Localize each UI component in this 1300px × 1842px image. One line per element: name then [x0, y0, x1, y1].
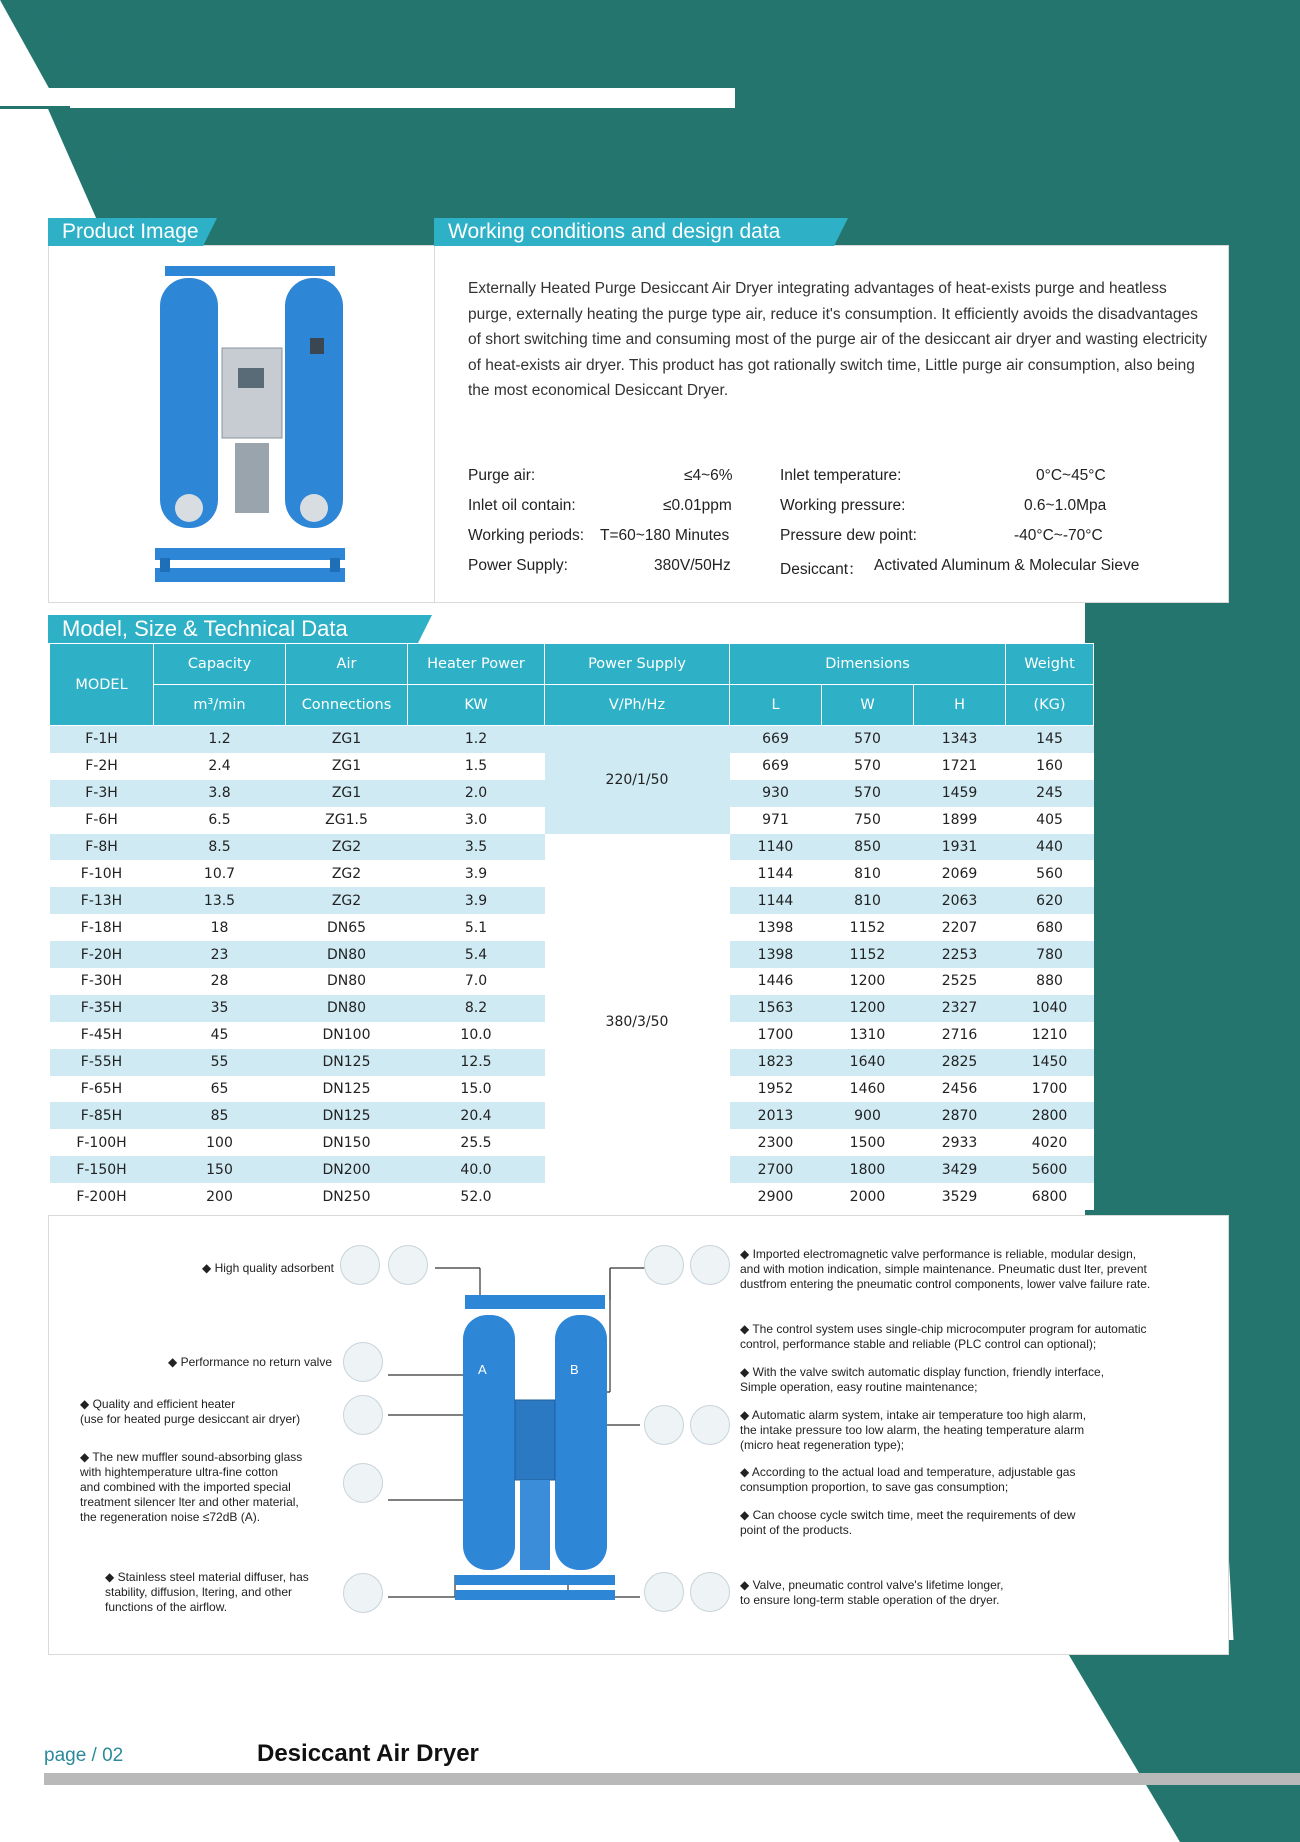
th-heater-unit: KW — [408, 685, 545, 726]
cell-weight: 405 — [1006, 807, 1094, 834]
cell-w: 1152 — [822, 914, 914, 941]
cell-power-supply-group-1: 220/1/50 — [545, 726, 730, 834]
cell-l: 1140 — [730, 834, 822, 861]
feature-right-valve: ◆ Imported electromagnetic valve performance is reliable, modular design, and with motion indication, simple maintenance. Pneumatic dust lter, prevent dustfrom entering the pneumatic control components, lower valve failure rate. — [740, 1247, 1151, 1291]
th-air: Air — [286, 644, 408, 685]
th-w: W — [822, 685, 914, 726]
cell-capacity: 1.2 — [154, 726, 286, 753]
feature-right-cycle: ◆ Can choose cycle switch time, meet the requirements of dew point of the products. — [740, 1508, 1076, 1537]
cell-l: 1952 — [730, 1076, 822, 1103]
cell-h: 3529 — [914, 1183, 1006, 1210]
cell-heater: 25.5 — [408, 1129, 545, 1156]
cell-capacity: 2.4 — [154, 753, 286, 780]
tech-data-title: Model, Size & Technical Data — [62, 616, 348, 641]
feature-left-adsorbent: ◆ High quality adsorbent — [202, 1261, 334, 1275]
th-power-unit: V/Ph/Hz — [545, 685, 730, 726]
diffuser-image — [343, 1573, 383, 1613]
cell-capacity: 55 — [154, 1049, 286, 1076]
cell-l: 1144 — [730, 860, 822, 887]
feature-right-lifetime: ◆ Valve, pneumatic control valve's lifetime longer, to ensure long-term stable operation of the dryer. — [740, 1578, 1004, 1607]
feature-left-return-valve: ◆ Performance no return valve — [168, 1355, 332, 1369]
footer-title: Desiccant Air Dryer — [257, 1740, 479, 1767]
cell-air: DN65 — [286, 914, 408, 941]
feature-left-diffuser: ◆ Stainless steel material diffuser, has stability, diffusion, ltering, and other functions of the airflow. — [105, 1570, 309, 1614]
solenoid-valve-image — [644, 1245, 684, 1285]
control-cabinet-image — [690, 1405, 730, 1445]
cell-w: 1152 — [822, 941, 914, 968]
cell-capacity: 85 — [154, 1102, 286, 1129]
cell-capacity: 28 — [154, 968, 286, 995]
cell-h: 2456 — [914, 1076, 1006, 1103]
th-h: H — [914, 685, 1006, 726]
cell-air: DN80 — [286, 995, 408, 1022]
cell-power-supply-group-2: 380/3/50 — [545, 834, 730, 1210]
cell-weight: 145 — [1006, 726, 1094, 753]
cell-w: 570 — [822, 726, 914, 753]
cell-heater: 5.1 — [408, 914, 545, 941]
cond-power-supply-label: Power Supply: — [468, 557, 568, 574]
cell-air: ZG1 — [286, 780, 408, 807]
cell-air: ZG1 — [286, 753, 408, 780]
pneumatic-valve-image — [644, 1572, 684, 1612]
working-description: Externally Heated Purge Desiccant Air Dryer integrating advantages of heat-exists purge and heatless purge, externally heating the purge type air, reduce it's consumption. It efficiently avoids the disadvantages of short switching time and consuming most of the purge air of the desiccant air dryer and wasting electricity of heat-exists air dryer. This product has got rationally switch time, Little purge air consumption, also being the most economical Desiccant Dryer. — [468, 280, 1208, 399]
cell-w: 810 — [822, 860, 914, 887]
cell-h: 2525 — [914, 968, 1006, 995]
th-power: Power Supply — [545, 644, 730, 685]
cell-air: DN125 — [286, 1049, 408, 1076]
th-heater: Heater Power — [408, 644, 545, 685]
cell-capacity: 13.5 — [154, 887, 286, 914]
cond-power-supply-value: 380V/50Hz — [654, 557, 731, 574]
cell-weight: 680 — [1006, 914, 1094, 941]
cell-h: 1459 — [914, 780, 1006, 807]
cell-weight: 4020 — [1006, 1129, 1094, 1156]
cell-weight: 1040 — [1006, 995, 1094, 1022]
cell-capacity: 23 — [154, 941, 286, 968]
cell-h: 2327 — [914, 995, 1006, 1022]
th-dimensions: Dimensions — [730, 644, 1006, 685]
cell-h: 2825 — [914, 1049, 1006, 1076]
cond-inlet-oil-label: Inlet oil contain: — [468, 497, 576, 514]
page-number: page / 02 — [44, 1745, 124, 1766]
cell-capacity: 65 — [154, 1076, 286, 1103]
cell-l: 930 — [730, 780, 822, 807]
cell-l: 669 — [730, 726, 822, 753]
cond-working-periods-label: Working periods: — [468, 527, 585, 544]
th-air-sub: Connections — [286, 685, 408, 726]
feature-left-muffler: ◆ The new muffler sound-absorbing glass with hightemperature ultra-fine cotton and combined with the imported special treatment silencer lter and other material, the regeneration noise ≤72dB (A). — [80, 1450, 303, 1524]
feature-right-control: ◆ The control system uses single-chip microcomputer program for automatic control, performance stable and reliable (PLC control can optional); — [740, 1322, 1147, 1351]
cell-w: 1800 — [822, 1156, 914, 1183]
cell-heater: 7.0 — [408, 968, 545, 995]
cell-l: 1446 — [730, 968, 822, 995]
cell-heater: 12.5 — [408, 1049, 545, 1076]
cell-l: 2900 — [730, 1183, 822, 1210]
cell-air: ZG1 — [286, 726, 408, 753]
adsorbent-image — [340, 1245, 380, 1285]
cell-air: DN80 — [286, 941, 408, 968]
cell-capacity: 6.5 — [154, 807, 286, 834]
cond-purge-air-value: ≤4~6% — [684, 467, 733, 484]
cell-weight: 880 — [1006, 968, 1094, 995]
cell-air: DN150 — [286, 1129, 408, 1156]
cell-w: 2000 — [822, 1183, 914, 1210]
cell-capacity: 18 — [154, 914, 286, 941]
cell-w: 1640 — [822, 1049, 914, 1076]
cell-model: F-55H — [50, 1049, 154, 1076]
cell-model: F-13H — [50, 887, 154, 914]
cell-model: F-10H — [50, 860, 154, 887]
cell-heater: 15.0 — [408, 1076, 545, 1103]
cell-weight: 1450 — [1006, 1049, 1094, 1076]
cell-heater: 10.0 — [408, 1022, 545, 1049]
cell-h: 1931 — [914, 834, 1006, 861]
cond-working-pressure-label: Working pressure: — [780, 497, 906, 514]
cell-weight: 560 — [1006, 860, 1094, 887]
cell-h: 2933 — [914, 1129, 1006, 1156]
muffler-image — [343, 1463, 383, 1503]
control-panel-image — [644, 1405, 684, 1445]
cell-heater: 52.0 — [408, 1183, 545, 1210]
cell-h: 1721 — [914, 753, 1006, 780]
cell-heater: 40.0 — [408, 1156, 545, 1183]
cell-model: F-30H — [50, 968, 154, 995]
cell-w: 810 — [822, 887, 914, 914]
feature-right-adjustable: ◆ According to the actual load and temperature, adjustable gas consumption proportion, to save gas consumption; — [740, 1465, 1076, 1494]
cell-l: 669 — [730, 753, 822, 780]
cell-heater: 1.5 — [408, 753, 545, 780]
cell-h: 2063 — [914, 887, 1006, 914]
cell-l: 1563 — [730, 995, 822, 1022]
cell-w: 750 — [822, 807, 914, 834]
cell-air: DN250 — [286, 1183, 408, 1210]
feature-right-display: ◆ With the valve switch automatic display function, friendly interface, Simple operation, easy routine maintenance; — [740, 1365, 1105, 1394]
cell-weight: 2800 — [1006, 1102, 1094, 1129]
cell-capacity: 10.7 — [154, 860, 286, 887]
cell-heater: 8.2 — [408, 995, 545, 1022]
cell-capacity: 35 — [154, 995, 286, 1022]
cell-h: 2870 — [914, 1102, 1006, 1129]
cell-model: F-150H — [50, 1156, 154, 1183]
cell-heater: 3.5 — [408, 834, 545, 861]
cell-heater: 2.0 — [408, 780, 545, 807]
working-conditions-title: Working conditions and design data — [448, 220, 781, 243]
cell-air: DN125 — [286, 1102, 408, 1129]
cell-heater: 20.4 — [408, 1102, 545, 1129]
cell-weight: 5600 — [1006, 1156, 1094, 1183]
cell-l: 1398 — [730, 914, 822, 941]
cell-h: 3429 — [914, 1156, 1006, 1183]
cell-w: 1310 — [822, 1022, 914, 1049]
cell-h: 1899 — [914, 807, 1006, 834]
tower-b-label: B — [570, 1362, 579, 1377]
cond-dew-point-label: Pressure dew point: — [780, 527, 917, 544]
cell-l: 1823 — [730, 1049, 822, 1076]
product-image-title: Product Image — [62, 220, 199, 243]
th-weight-unit: (KG) — [1006, 685, 1094, 726]
cell-h: 1343 — [914, 726, 1006, 753]
cell-model: F-35H — [50, 995, 154, 1022]
cell-weight: 440 — [1006, 834, 1094, 861]
cell-air: ZG1.5 — [286, 807, 408, 834]
cond-working-pressure-value: 0.6~1.0Mpa — [1024, 497, 1107, 514]
cell-air: ZG2 — [286, 834, 408, 861]
cell-l: 1700 — [730, 1022, 822, 1049]
th-model: MODEL — [50, 644, 154, 726]
cell-capacity: 3.8 — [154, 780, 286, 807]
cell-l: 971 — [730, 807, 822, 834]
cell-w: 1200 — [822, 995, 914, 1022]
cell-weight: 1210 — [1006, 1022, 1094, 1049]
cell-air: DN100 — [286, 1022, 408, 1049]
cell-air: ZG2 — [286, 860, 408, 887]
th-capacity: Capacity — [154, 644, 286, 685]
cell-capacity: 200 — [154, 1183, 286, 1210]
cell-capacity: 150 — [154, 1156, 286, 1183]
cell-capacity: 45 — [154, 1022, 286, 1049]
cell-model: F-45H — [50, 1022, 154, 1049]
cell-model: F-200H — [50, 1183, 154, 1210]
cell-h: 2069 — [914, 860, 1006, 887]
cond-desiccant-label: Desiccant： — [780, 561, 864, 578]
cell-h: 2207 — [914, 914, 1006, 941]
cell-l: 1144 — [730, 887, 822, 914]
cond-working-periods-value: T=60~180 Minutes — [600, 527, 730, 544]
tower-a-label: A — [478, 1362, 487, 1377]
control-valve-image — [690, 1572, 730, 1612]
cell-model: F-6H — [50, 807, 154, 834]
cell-w: 1460 — [822, 1076, 914, 1103]
cell-heater: 3.0 — [408, 807, 545, 834]
cell-model: F-20H — [50, 941, 154, 968]
cell-model: F-2H — [50, 753, 154, 780]
cell-air: DN200 — [286, 1156, 408, 1183]
cell-w: 570 — [822, 753, 914, 780]
cell-l: 2013 — [730, 1102, 822, 1129]
cell-heater: 1.2 — [408, 726, 545, 753]
cell-w: 1500 — [822, 1129, 914, 1156]
cell-model: F-8H — [50, 834, 154, 861]
cell-w: 570 — [822, 780, 914, 807]
cell-weight: 245 — [1006, 780, 1094, 807]
cell-heater: 3.9 — [408, 860, 545, 887]
cell-air: DN125 — [286, 1076, 408, 1103]
dryer-diagram-illustration — [455, 1290, 615, 1602]
cell-model: F-1H — [50, 726, 154, 753]
cell-h: 2253 — [914, 941, 1006, 968]
cell-l: 1398 — [730, 941, 822, 968]
cell-weight: 1700 — [1006, 1076, 1094, 1103]
cell-model: F-3H — [50, 780, 154, 807]
cell-h: 2716 — [914, 1022, 1006, 1049]
cell-capacity: 8.5 — [154, 834, 286, 861]
cell-capacity: 100 — [154, 1129, 286, 1156]
cell-model: F-65H — [50, 1076, 154, 1103]
th-weight: Weight — [1006, 644, 1094, 685]
cond-inlet-oil-value: ≤0.01ppm — [663, 497, 732, 514]
cell-model: F-85H — [50, 1102, 154, 1129]
cell-weight: 780 — [1006, 941, 1094, 968]
cell-model: F-18H — [50, 914, 154, 941]
feature-right-alarm: ◆ Automatic alarm system, intake air temperature too high alarm, the intake pressure too low alarm, the heating temperature alarm (micro heat regeneration type); — [740, 1408, 1087, 1452]
cond-inlet-temp-label: Inlet temperature: — [780, 467, 902, 484]
feature-left-heater: ◆ Quality and efficient heater (use for heated purge desiccant air dryer) — [80, 1397, 301, 1426]
cond-inlet-temp-value: 0°C~45°C — [1036, 467, 1106, 484]
cell-heater: 5.4 — [408, 941, 545, 968]
cond-dew-point-value: -40°C~-70°C — [1014, 527, 1103, 544]
dust-filter-image — [690, 1245, 730, 1285]
cell-air: DN80 — [286, 968, 408, 995]
cell-model: F-100H — [50, 1129, 154, 1156]
cell-l: 2300 — [730, 1129, 822, 1156]
adsorbent-image-2 — [388, 1245, 428, 1285]
cell-weight: 160 — [1006, 753, 1094, 780]
cell-weight: 6800 — [1006, 1183, 1094, 1210]
cell-w: 900 — [822, 1102, 914, 1129]
cell-l: 2700 — [730, 1156, 822, 1183]
cell-weight: 620 — [1006, 887, 1094, 914]
th-capacity-unit: m³/min — [154, 685, 286, 726]
cell-w: 1200 — [822, 968, 914, 995]
cell-air: ZG2 — [286, 887, 408, 914]
th-l: L — [730, 685, 822, 726]
cond-purge-air-label: Purge air: — [468, 467, 536, 484]
return-valve-image — [343, 1342, 383, 1382]
cell-heater: 3.9 — [408, 887, 545, 914]
cond-desiccant-value: Activated Aluminum & Molecular Sieve — [874, 557, 1140, 574]
heater-image — [343, 1395, 383, 1435]
cell-w: 850 — [822, 834, 914, 861]
